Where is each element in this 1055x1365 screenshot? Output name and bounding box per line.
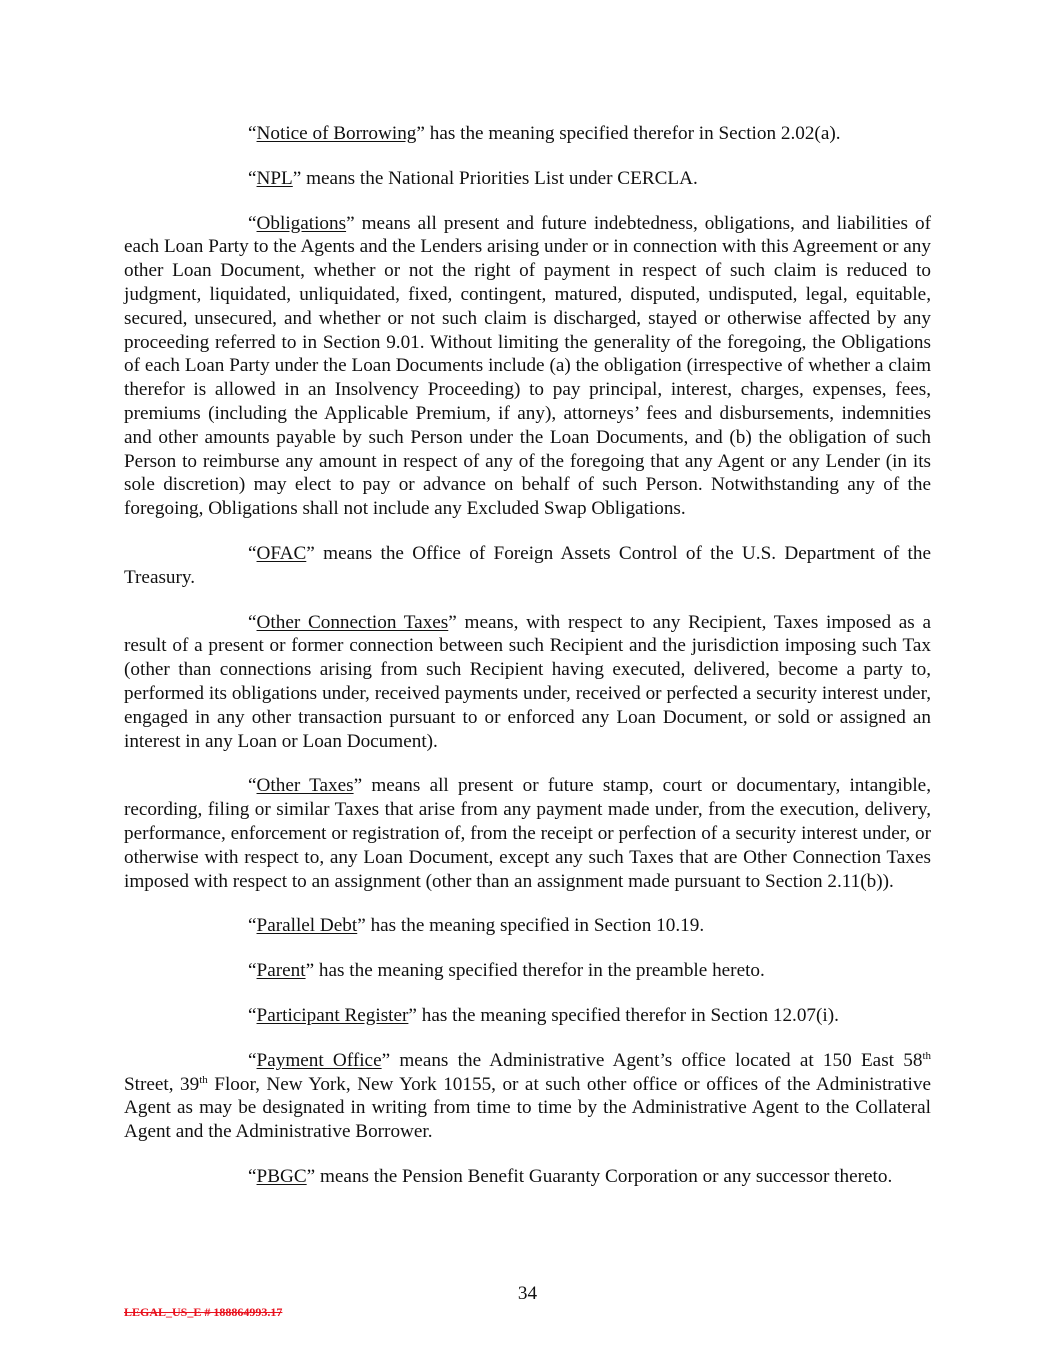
defined-term: OFAC [256, 542, 307, 564]
definition-notice-of-borrowing: “Notice of Borrowing” has the meaning specified therefor in Section 2.02(a). [248, 123, 841, 144]
definition-parent: “Parent” has the meaning specified therefor in the preamble hereto. [248, 960, 765, 982]
defined-term: Notice of Borrowing [256, 123, 417, 144]
definition-npl: “NPL” means the National Priorities List under CERCLA. [248, 167, 698, 189]
definition-ofac: “OFAC” means the Office of Foreign Assets Control of the U.S. Department of the Treasury. [124, 542, 931, 588]
definition-other-taxes: “Other Taxes” means all present or future stamp, court or documentary, intangible, recording, filing or similar Taxes that arise from any payment made under, from the execution, delivery, performance, enforcement or registration of, from the receipt or perfection of a security interest under, or otherwise with respect to, any Loan Document, except any such Taxes that are Other Connection Taxes imposed with respect to an assignment (other than an assignment made pursuant to Section 2.11(b)). [124, 775, 931, 892]
defined-term: Other Connection Taxes [256, 611, 449, 633]
defined-term: Payment Office [256, 1049, 382, 1071]
definition-obligations: “Obligations” means all present and future indebtedness, obligations, and liabilities of each Loan Party to the Agents and the Lenders arising under or in connection with this Agreement or any other Loan Document, whether or not the right of payment in respect of such claim is reduced to judgment, liquidated, unliquidated, fixed, contingent, matured, disputed, undisputed, legal, equitable, secured, unsecured, and whether or not such claim is discharged, stayed or otherwise affected by any proceeding referred to in Section 9.01. Without limiting the generality of the foregoing, the Obligations of each Loan Party under the Loan Documents include (a) the obligation (irrespective of whether a claim therefor is allowed in an Insolvency Proceeding) to pay principal, interest, charges, expenses, fees, premiums (including the Applicable Premium, if any), attorneys’ fees and disbursements, indemnities and other amounts payable by such Person under the Loan Documents, and (b) the obligation of such Person to reimburse any amount in respect of any of the foregoing that any Agent or any Lender (in its sole discretion) may elect to pay or advance on behalf of such Person. Notwithstanding any of the foregoing, Obligations shall not include any Excluded Swap Obligations. [124, 212, 931, 520]
defined-term: Parallel Debt [256, 915, 358, 937]
definition-parallel-debt: “Parallel Debt” has the meaning specified in Section 10.19. [248, 915, 705, 937]
defined-term: PBGC [256, 1165, 307, 1187]
defined-term: Participant Register [256, 1004, 409, 1026]
document-page [124, 122, 931, 1210]
page-number: 34 [517, 1283, 538, 1304]
definition-other-connection-taxes: “Other Connection Taxes” means, with respect to any Recipient, Taxes imposed as a result of a present or former connection between such Recipient and the jurisdiction imposing such Tax (other than connections arising from such Recipient having executed, delivered, become a party to, performed its obligations under, received payments under, received or perfected a security interest under, engaged in any other transaction pursuant to or enforced any Loan Document, or sold or assigned an interest in any Loan or Loan Document). [124, 611, 931, 752]
ordinal-suffix: th [922, 1049, 931, 1062]
definition-participant-register: “Participant Register” has the meaning specified therefor in Section 12.07(i). [248, 1004, 839, 1026]
defined-term: Parent [256, 960, 306, 982]
defined-term: NPL [256, 167, 293, 189]
document-id: LEGAL_US_E # 188864993.17 [124, 1305, 283, 1319]
definition-pbgc: “PBGC” means the Pension Benefit Guaranty Corporation or any successor thereto. [248, 1165, 893, 1187]
defined-term: Other Taxes [256, 775, 354, 797]
defined-term: Obligations [256, 212, 347, 234]
definition-payment-office: “Payment Office” means the Administrative Agent’s office located at 150 East 58th Street, 39th Floor, New York, New York 10155, or at such other office or offices of the Administrative Agent as may be designated in writing from time to time by the Administrative Agent to the Collateral Agent and the Administrative Borrower. [124, 1049, 931, 1143]
ordinal-suffix: th [199, 1073, 208, 1086]
